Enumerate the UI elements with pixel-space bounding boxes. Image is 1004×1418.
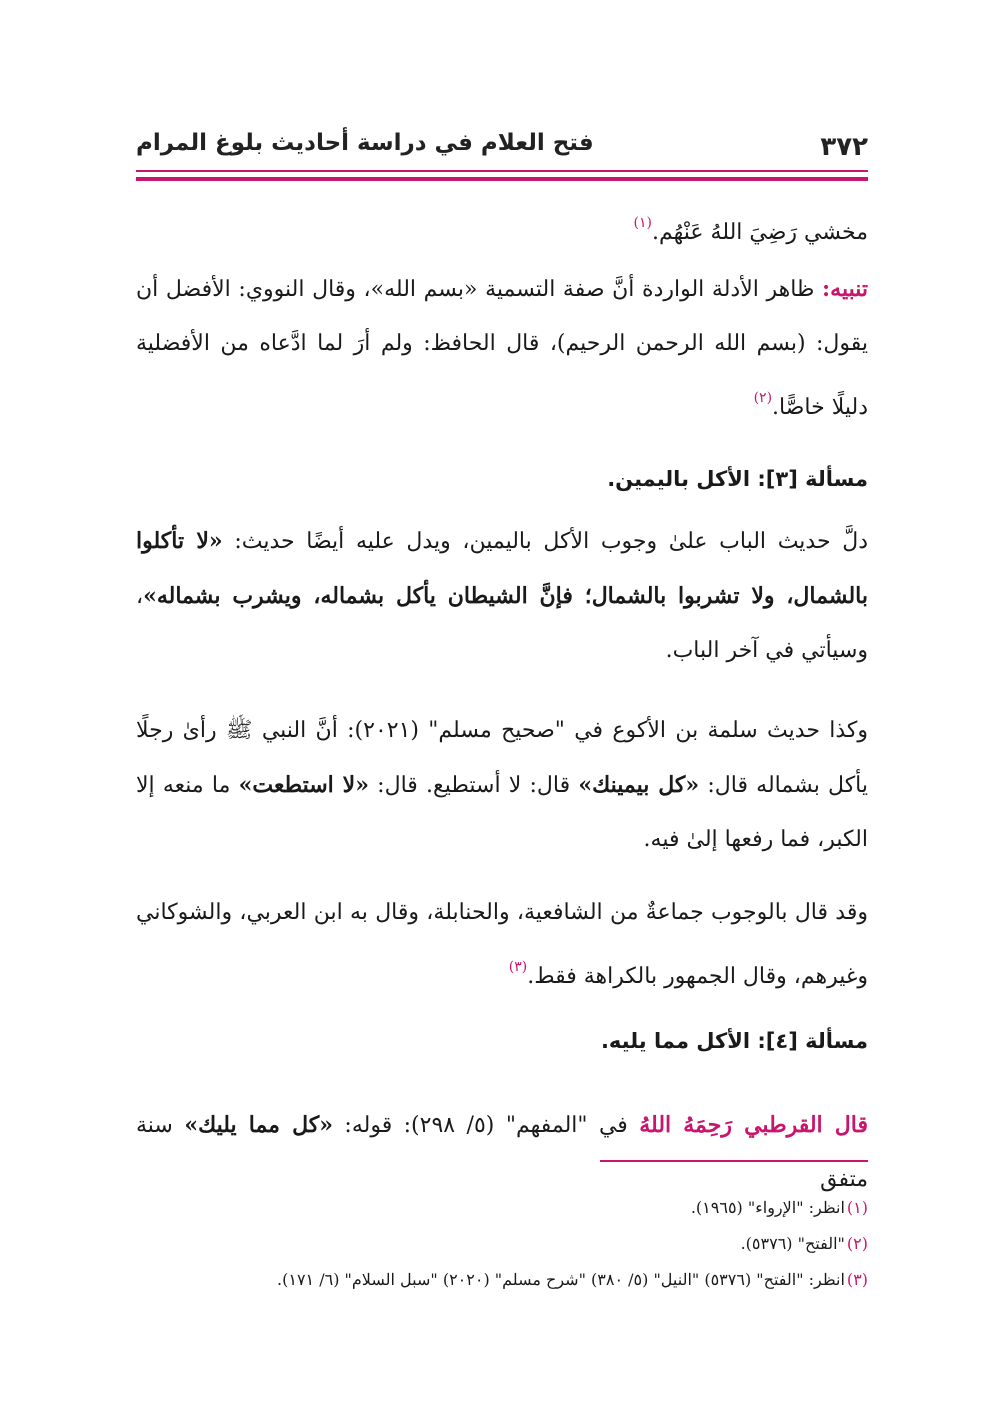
paragraph [136, 704, 868, 867]
footnote-number: (٢) [846, 1234, 868, 1253]
footnote-text: انظر: "الفتح" (٥٣٧٦) "النيل" (٥/ ٣٨٠) "شرح مسلم" (٢٠٢٠) "سبل السلام" (٦/ ١٧١). [277, 1270, 845, 1289]
footnote-item [136, 1190, 868, 1226]
paragraph [136, 514, 868, 678]
hadith-quote: «لا استطعت» [238, 772, 369, 798]
paragraph-text: في "المفهم" (٥/ ٢٩٨): قوله: [332, 1113, 640, 1138]
heading-label: مسألة [٣]: [757, 467, 868, 491]
scholar-name: قال القرطبي رَحِمَهُ اللهُ [639, 1112, 868, 1138]
paragraph-text: وقد قال بالوجوب جماعةٌ من الشافعية، والحنابلة، وقال به ابن العربي، والشوكاني وغيرهم، وقال الجمهور بالكراهة فقط. [136, 900, 868, 989]
note-paragraph [136, 262, 868, 435]
section-heading [136, 1014, 868, 1068]
heading-label: مسألة [٤]: [757, 1029, 868, 1053]
hadith-quote: «كل مما يليك» [184, 1112, 333, 1138]
header-rule-thin [136, 170, 868, 172]
footnote-ref[interactable]: (٣) [508, 959, 528, 975]
heading-title: الأكل باليمين. [607, 467, 751, 491]
paragraph-text: ظاهر الأدلة الواردة أنَّ صفة التسمية «بسم الله»، وقال النووي: الأفضل أن يقول: (بسم الله الرحمن الرحيم)، قال الحافظ: ولم أرَ لما ادَّعاه من الأفضلية دليلًا خاصًّا. [136, 277, 868, 420]
heading-title: الأكل مما يليه. [600, 1029, 751, 1053]
footnotes [136, 1190, 868, 1298]
footnote-number: (٣) [846, 1270, 868, 1289]
hadith-quote: «كل بيمينك» [578, 772, 700, 798]
footnote-ref[interactable]: (٢) [753, 390, 773, 406]
paragraph-text: ما منعه إلا الكبر، فما رفعها إلىٰ فيه. [136, 773, 868, 852]
footnote-item [136, 1262, 868, 1298]
paragraph-continuation [136, 196, 868, 260]
paragraph-text: قال: لا أستطيع. قال: [368, 773, 579, 798]
footnote-item [136, 1226, 868, 1262]
paragraph-text: مخشي رَضِيَ اللهُ عَنْهُم. [651, 220, 868, 245]
footnote-ref[interactable]: (١) [633, 215, 652, 231]
note-label: تنبيه: [822, 276, 868, 302]
hadith-quote: «لا تأكلوا بالشمال، ولا تشربوا بالشمال؛ فإنَّ الشيطان يأكل بشماله، ويشرب بشماله» [136, 528, 868, 609]
book-title: فتح العلام في دراسة أحاديث بلوغ المرام [136, 130, 594, 156]
footnote-number: (١) [846, 1198, 868, 1217]
running-header [136, 124, 868, 168]
footnote-separator [600, 1160, 868, 1162]
header-rule-thick [136, 177, 868, 181]
paragraph-text: دلَّ حديث الباب علىٰ وجوب الأكل باليمين، ويدل عليه أيضًا حديث: [222, 529, 868, 554]
page-number: ٣٧٢ [820, 132, 868, 162]
footnote-text: "الفتح" (٥٣٧٦). [740, 1234, 845, 1253]
paragraph-text: وكذا حديث سلمة بن الأكوع في "صحيح مسلم" (٢٠٢١): أنَّ النبي ﷺ رأىٰ رجلًا يأكل بشماله قال: [136, 718, 869, 798]
section-heading [136, 452, 868, 506]
footnote-text: انظر: "الإرواء" (١٩٦٥). [690, 1198, 845, 1217]
paragraph [136, 886, 868, 1004]
paragraph-text: سنة متفق [136, 1113, 868, 1192]
paragraph-text: ، وسيأتي في آخر الباب. [136, 584, 868, 663]
